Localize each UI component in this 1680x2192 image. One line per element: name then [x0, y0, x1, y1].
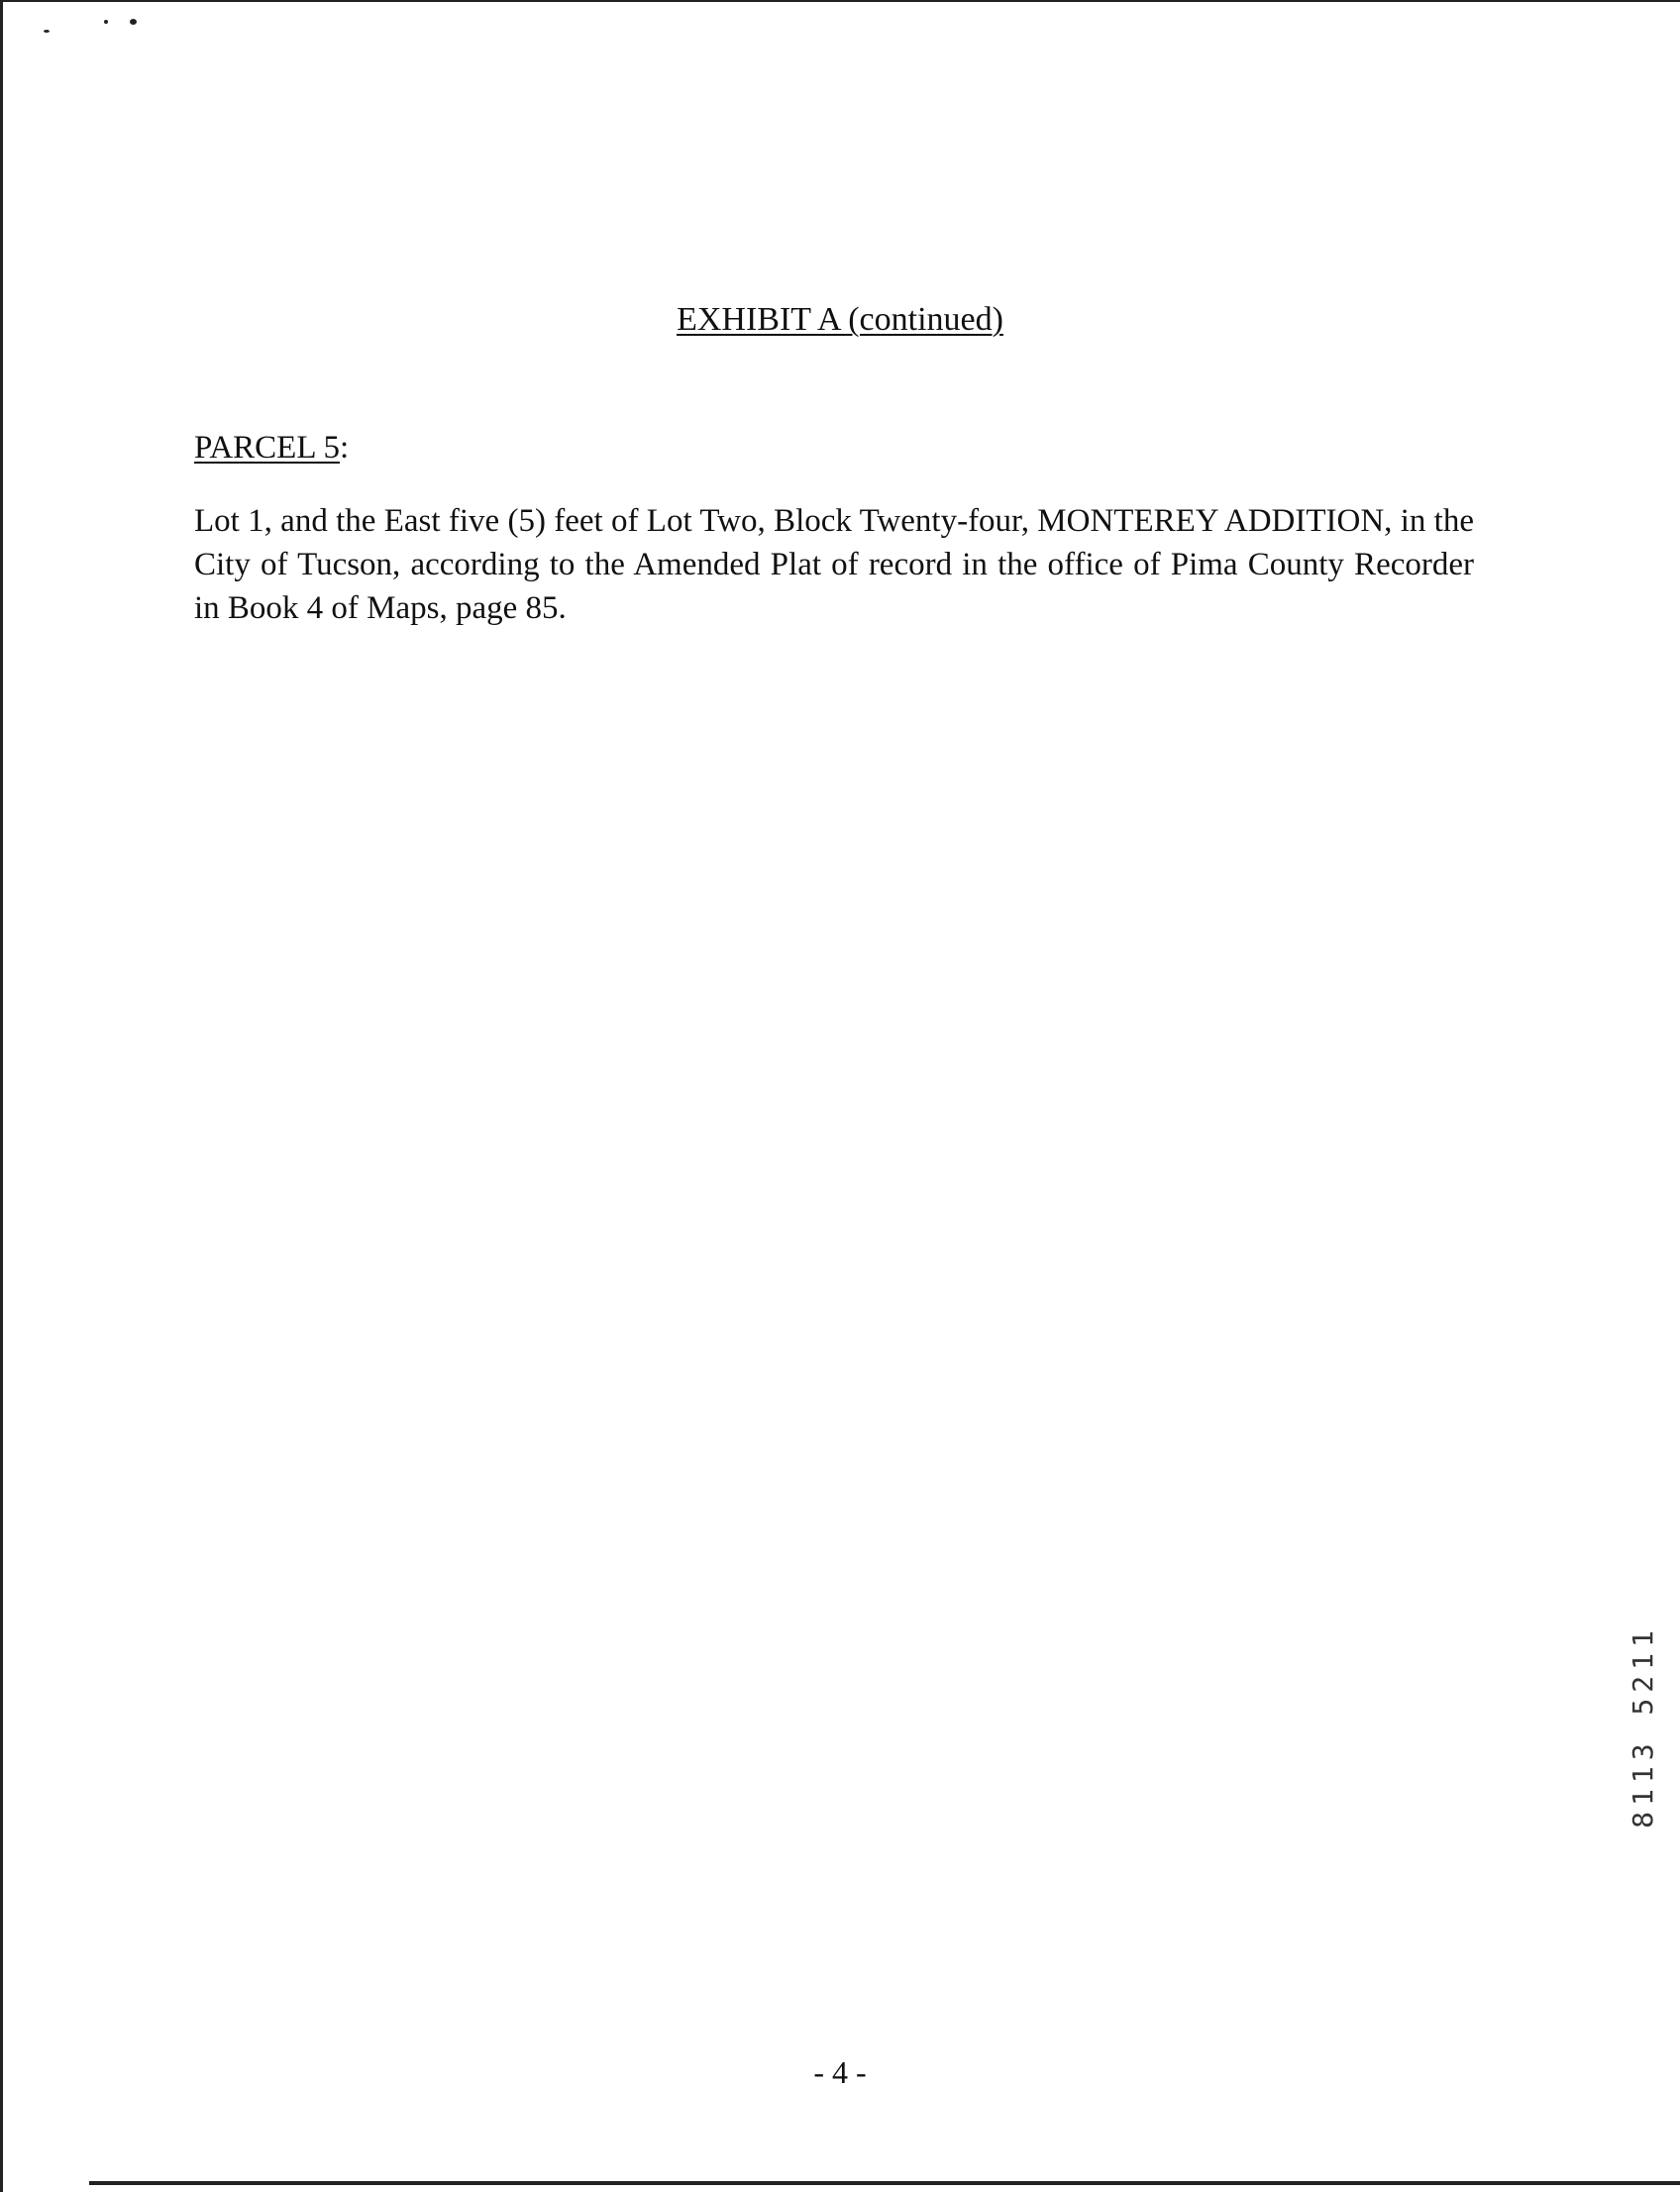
scan-edge-bottom — [89, 2181, 1680, 2185]
parcel-heading-colon: : — [340, 430, 350, 466]
parcel-heading — [194, 430, 349, 467]
page-number: - 4 - — [813, 2054, 867, 2090]
scan-speck — [130, 19, 137, 25]
recording-stamp-text: 8113 5211 — [1626, 1624, 1659, 1828]
scan-speck — [44, 30, 50, 33]
scan-speck — [104, 20, 108, 24]
parcel-heading-label: PARCEL 5 — [194, 430, 341, 466]
recording-stamp — [1626, 1553, 1659, 1900]
exhibit-title: EXHIBIT A (continued) — [677, 301, 1003, 338]
parcel-description: Lot 1, and the East five (5) feet of Lot Two, Block Twenty-four, MONTEREY ADDITION, in the City of Tucson, according to the Amended Plat of record in the office of Pima County Recorder in Book 4 of Maps, page 85. — [194, 503, 1474, 626]
scan-edge-top — [0, 0, 1680, 2]
